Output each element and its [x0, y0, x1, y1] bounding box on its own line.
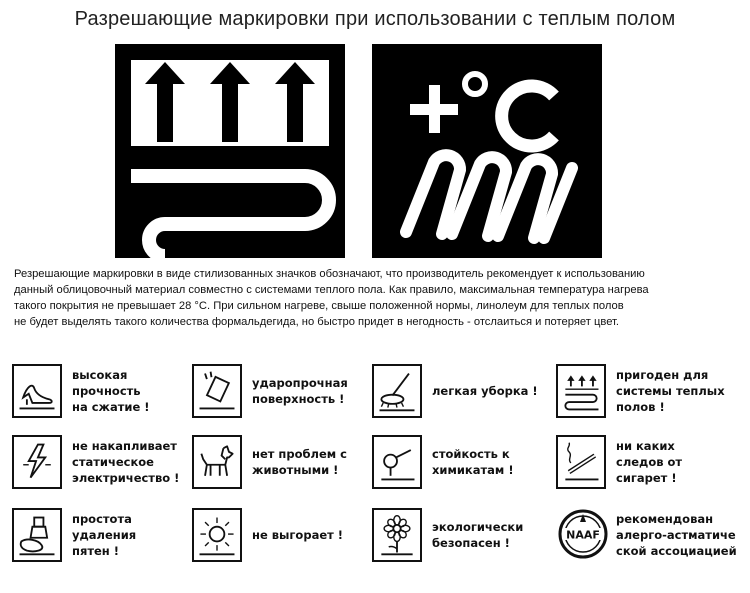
chemical-drop-icon [372, 435, 422, 489]
description-line: такого покрытия не превышает 28 °С. При сильном нагреве, свыше положенной нормы, линолеум для теплых полов [14, 300, 624, 312]
property-pet-friendly [192, 433, 372, 495]
property-antistatic [12, 433, 192, 495]
property-label: легкая уборка ! [432, 384, 538, 398]
description-text [14, 266, 736, 330]
falling-object-icon [192, 364, 242, 418]
property-easy-cleaning [372, 362, 552, 424]
property-label: нет проблем с животными ! [252, 447, 347, 477]
naaf-logo-icon [558, 506, 608, 562]
property-label: пригоден для системы теплых полов ! [616, 368, 725, 414]
floor-heating-arrows-icon [115, 44, 345, 258]
property-compression-strength [12, 362, 192, 424]
property-chemical-resistant [372, 433, 552, 495]
lightning-icon [12, 435, 62, 489]
plus-celsius-heating-icon [372, 44, 602, 258]
description-line: Резрешающие маркировки в виде стилизованных значков обозначают, что производитель рекомендует к использованию [14, 268, 645, 280]
property-label: высокая прочность на сжатие ! [72, 368, 150, 414]
stain-removal-icon [12, 508, 62, 562]
floor-heating-icon [556, 364, 606, 418]
property-stain-removal [12, 506, 192, 568]
description-line: данный облицовочный материал совместно с системами теплого пола. Как правило, максимальная температура нагрева [14, 284, 649, 296]
property-eco-safe [372, 506, 552, 568]
property-naaf-recommended [556, 506, 736, 568]
property-label: рекомендован алерго-астматиче ской ассоциацией [616, 512, 737, 558]
naaf-logo-text: NAAF [566, 528, 600, 542]
property-label: не выгорает ! [252, 528, 344, 542]
mop-icon [372, 364, 422, 418]
property-label: не накапливает статическое электричество ! [72, 439, 180, 485]
sun-icon [192, 508, 242, 562]
property-label: простота удаления пятен ! [72, 512, 137, 558]
property-label: стойкость к химикатам ! [432, 447, 514, 477]
property-cigarette-resistant [556, 433, 736, 495]
description-line: не будет выделять такого количества формальдегида, но быстро придет в негодность - отслаиться и потеряет цвет. [14, 316, 620, 328]
flower-icon [372, 508, 422, 562]
property-label: ударопрочная поверхность ! [252, 376, 348, 406]
property-floor-heating [556, 362, 736, 424]
property-label: ни каких следов от сигарет ! [616, 439, 683, 485]
property-impact-resistant [192, 362, 372, 424]
property-label: экологически безопасен ! [432, 520, 524, 550]
page-title: Разрешающие маркировки при использовании с теплым полом [74, 8, 676, 30]
high-heel-shoe-icon [12, 364, 62, 418]
cigarette-icon [556, 435, 606, 489]
property-fade-resistant [192, 506, 372, 568]
dog-icon [192, 435, 242, 489]
